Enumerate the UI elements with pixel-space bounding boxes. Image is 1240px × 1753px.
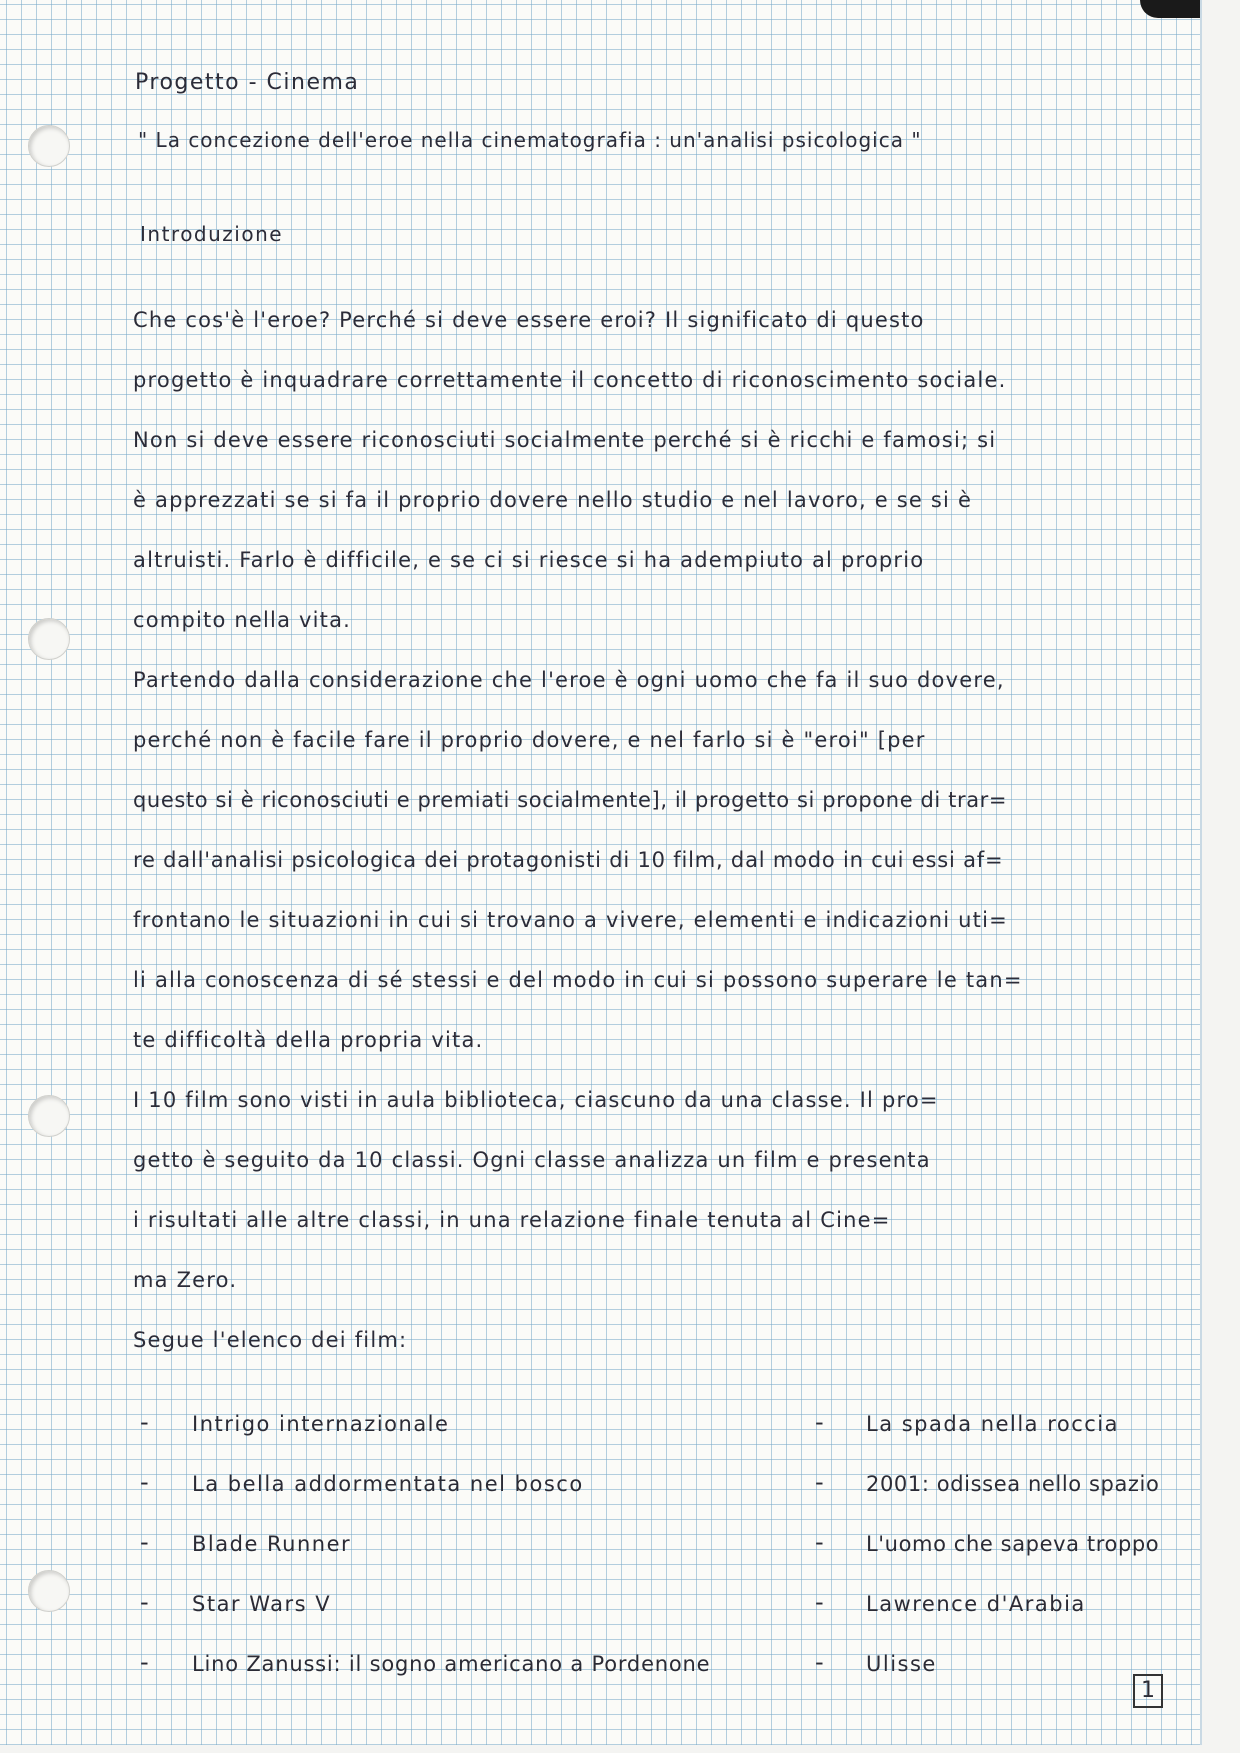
list-dash: -: [815, 1468, 824, 1496]
punch-hole: [28, 618, 70, 660]
punch-hole: [28, 1570, 70, 1612]
list-dash: -: [140, 1468, 149, 1496]
text-line: Partendo dalla considerazione che l'eroe è ogni uomo che fa il suo dovere,: [133, 668, 1005, 692]
text-line: Non si deve essere riconosciuti socialmente perché si è ricchi e famosi; si: [133, 428, 997, 452]
film-item: Ulisse: [866, 1652, 937, 1676]
text-line: li alla conoscenza di sé stessi e del modo in cui si possono superare le tan=: [133, 968, 1023, 992]
section-title: Introduzione: [140, 222, 284, 246]
list-dash: -: [815, 1588, 824, 1616]
scan-corner: [1140, 0, 1200, 18]
text-line: I 10 film sono visti in aula biblioteca, ciascuno da una classe. Il pro=: [133, 1088, 939, 1112]
film-item: La bella addormentata nel bosco: [192, 1472, 584, 1496]
film-item: Star Wars V: [192, 1592, 332, 1616]
list-dash: -: [815, 1648, 824, 1676]
film-item: L'uomo che sapeva troppo: [866, 1532, 1160, 1556]
list-dash: -: [140, 1648, 149, 1676]
list-dash: -: [140, 1408, 149, 1436]
text-line: progetto è inquadrare correttamente il concetto di riconoscimento sociale.: [133, 368, 1007, 392]
text-line: i risultati alle altre classi, in una relazione finale tenuta al Cine=: [133, 1208, 891, 1232]
list-dash: -: [815, 1408, 824, 1436]
text-line: questo si è riconosciuti e premiati socialmente], il progetto si propone di trar=: [133, 788, 1008, 812]
film-item: Intrigo internazionale: [192, 1412, 450, 1436]
film-item: Lawrence d'Arabia: [866, 1592, 1086, 1616]
list-dash: -: [140, 1528, 149, 1556]
text-line: getto è seguito da 10 classi. Ogni classe analizza un film e presenta: [133, 1148, 931, 1172]
text-line: perché non è facile fare il proprio dovere, e nel farlo si è "eroi" [per: [133, 728, 926, 752]
list-dash: -: [140, 1588, 149, 1616]
list-intro: Segue l'elenco dei film:: [133, 1328, 408, 1352]
text-line: altruisti. Farlo è difficile, e se ci si riesce si ha adempiuto al proprio: [133, 548, 925, 572]
punch-hole: [28, 1095, 70, 1137]
film-item: La spada nella roccia: [866, 1412, 1120, 1436]
page-number: 1: [1133, 1674, 1163, 1708]
film-item: Lino Zanussi: il sogno americano a Pordenone: [192, 1652, 711, 1676]
project-heading: Progetto - Cinema: [135, 70, 360, 95]
text-line: compito nella vita.: [133, 608, 352, 632]
document-title: " La concezione dell'eroe nella cinematografia : un'analisi psicologica ": [138, 128, 922, 152]
text-line: Che cos'è l'eroe? Perché si deve essere eroi? Il significato di questo: [133, 308, 925, 332]
list-dash: -: [815, 1528, 824, 1556]
film-item: Blade Runner: [192, 1532, 352, 1556]
text-line: è apprezzati se si fa il proprio dovere nello studio e nel lavoro, e se si è: [133, 488, 973, 512]
film-item: 2001: odissea nello spazio: [866, 1472, 1160, 1496]
text-line: frontano le situazioni in cui si trovano a vivere, elementi e indicazioni uti=: [133, 908, 1008, 932]
punch-hole: [28, 125, 70, 167]
text-line: te difficoltà della propria vita.: [133, 1028, 484, 1052]
text-line: re dall'analisi psicologica dei protagonisti di 10 film, dal modo in cui essi af=: [133, 848, 1004, 872]
text-line: ma Zero.: [133, 1268, 238, 1292]
